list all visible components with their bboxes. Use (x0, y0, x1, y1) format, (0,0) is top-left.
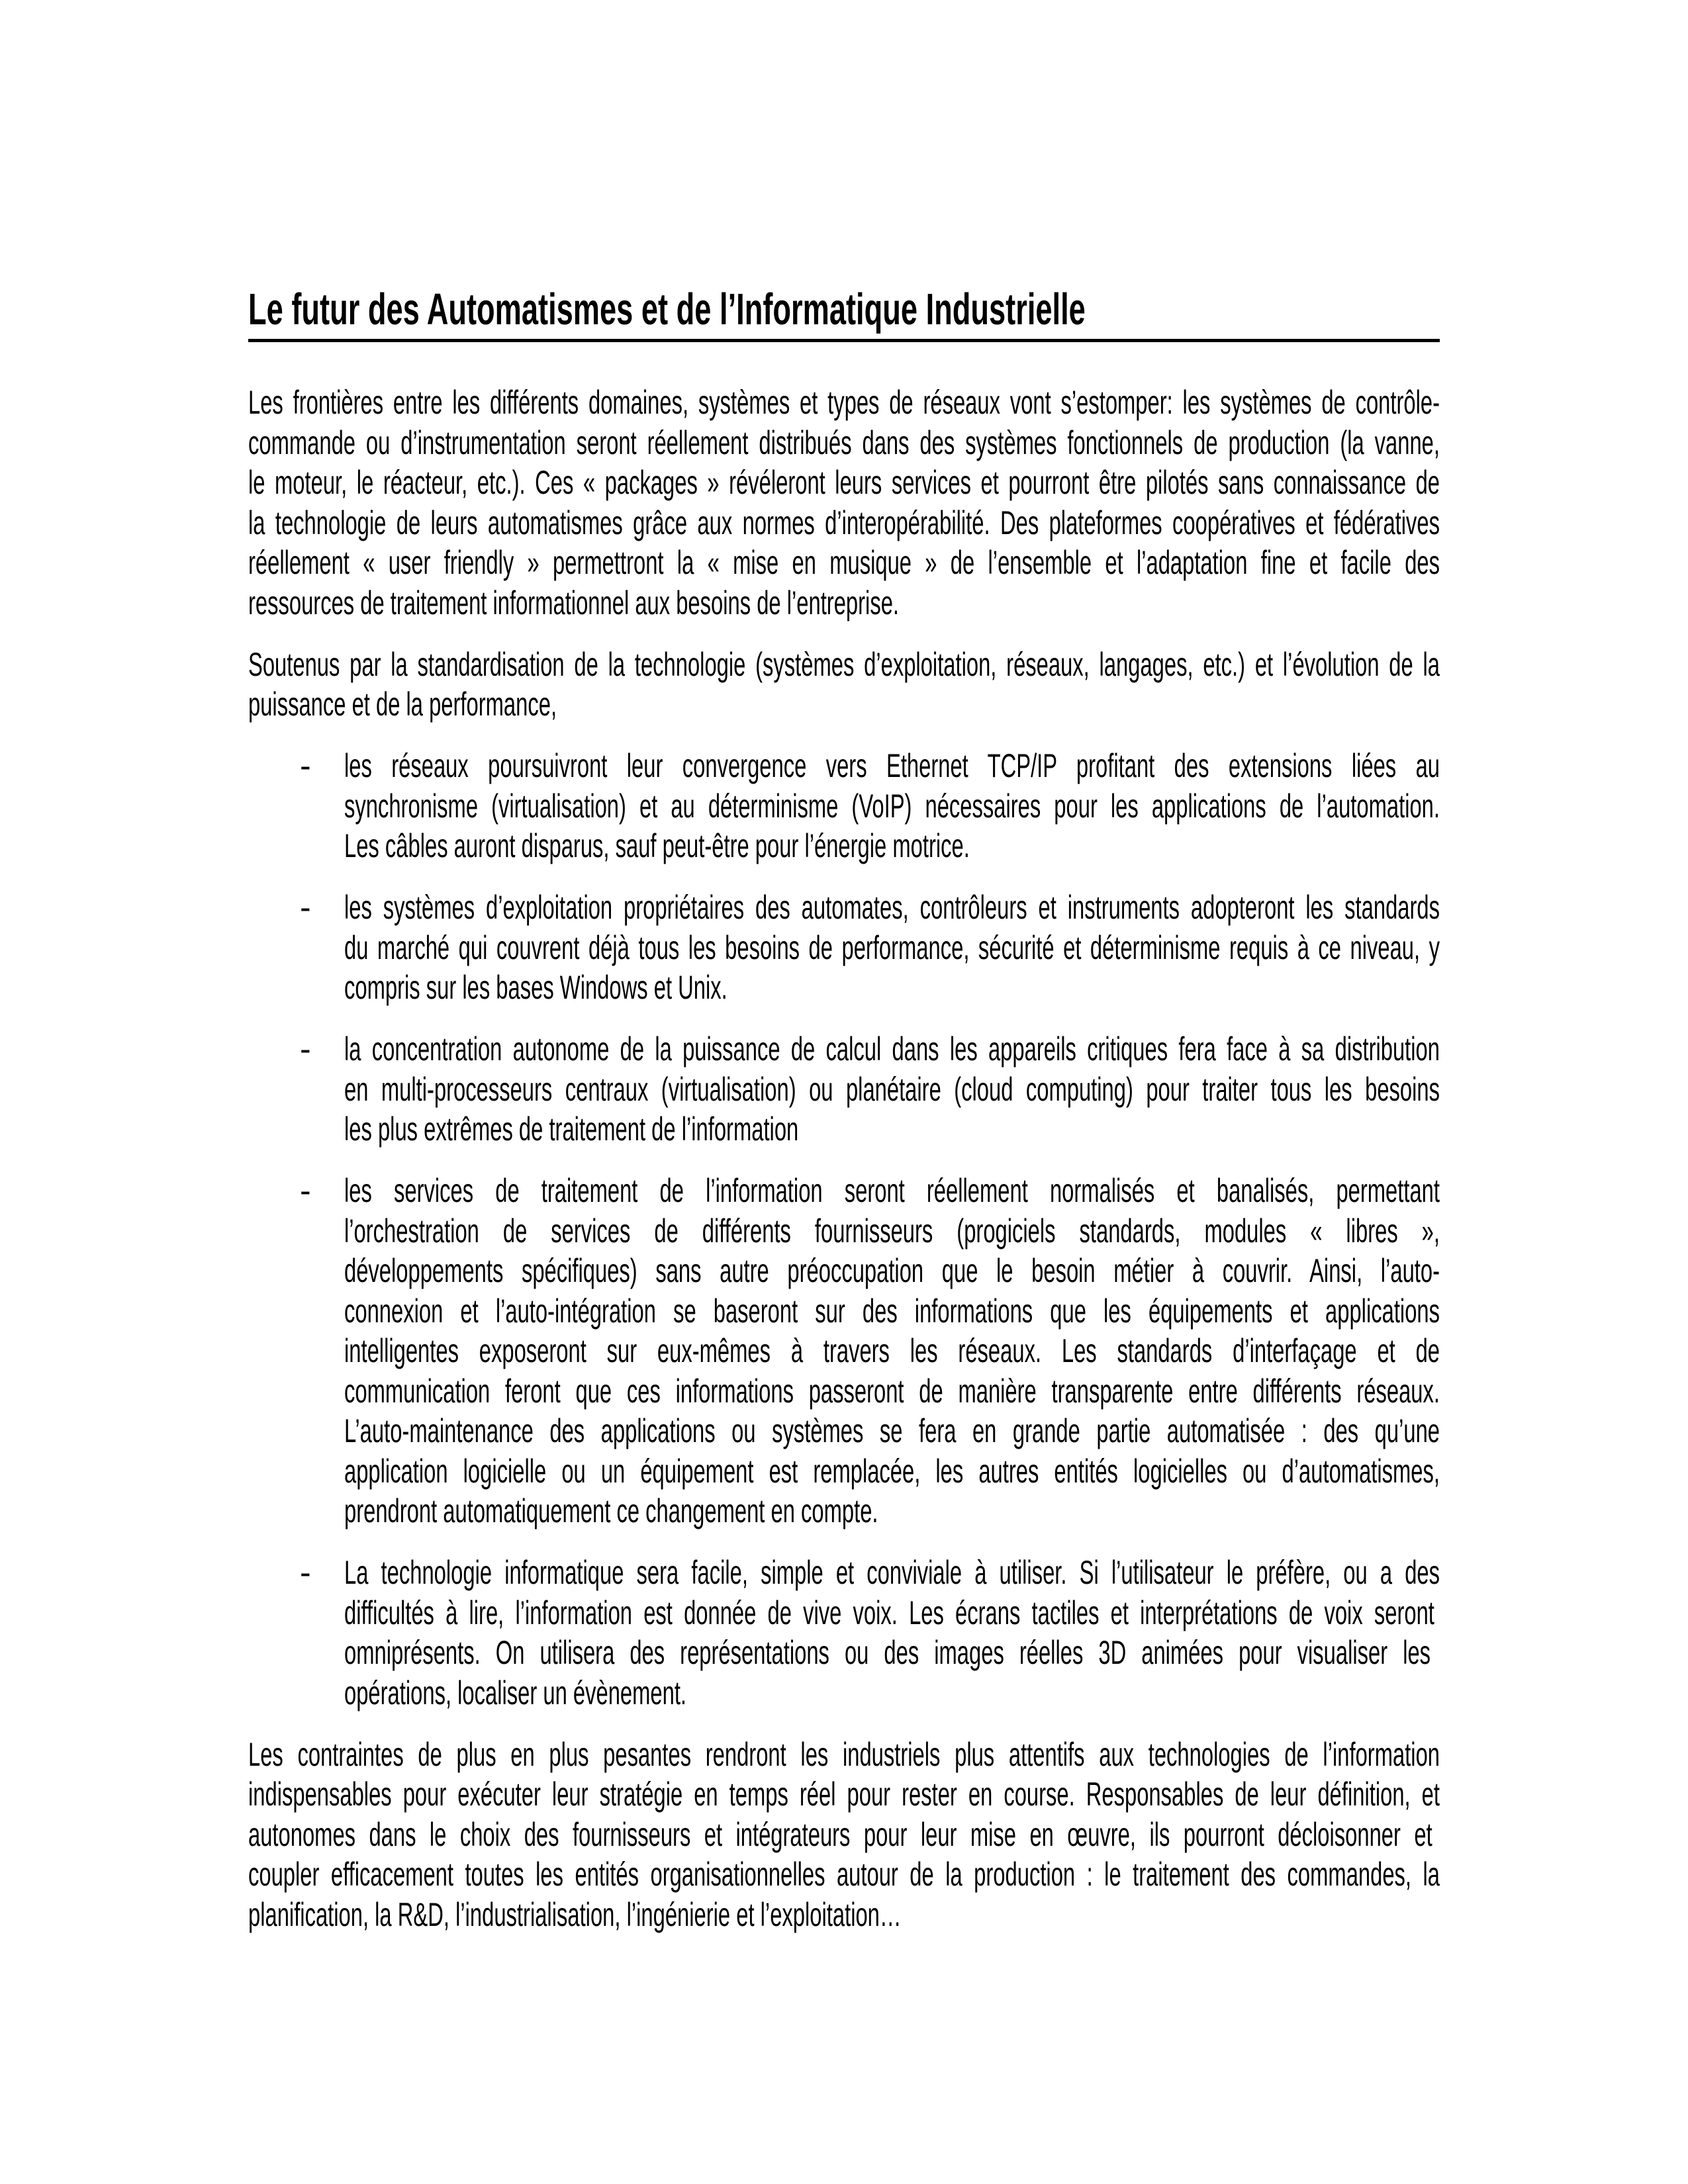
bullet-dash-marker: - (300, 1172, 311, 1209)
bullet-dash-marker: - (300, 1030, 311, 1068)
text-line-content: Les frontières entre les différents domaines, systèmes et types de réseaux vont s’estomper: les systèmes de contrôle- (248, 384, 1440, 421)
text-line (248, 543, 1440, 583)
text-line-content: Soutenus par la standardisation de la technologie (systèmes d’exploitation, réseaux, langages, etc.) et l’évolution de la (248, 645, 1440, 683)
text-line-content: compris sur les bases Windows et Unix. (344, 969, 727, 1006)
bullet-list-item (248, 1171, 1440, 1531)
text-line (248, 1895, 1440, 1935)
text-line (344, 1633, 1440, 1673)
text-line (344, 786, 1440, 827)
text-line-content: intelligentes exposeront sur eux-mêmes à travers les réseaux. Les standards d’interfaçage et de (344, 1332, 1440, 1369)
bullet-list-item (248, 1553, 1440, 1713)
text-line (248, 645, 1440, 685)
text-line-content: opérations, localiser un évènement. (344, 1674, 687, 1711)
paragraph (248, 383, 1440, 623)
text-line-content: difficultés à lire, l’information est donnée de vive voix. Les écrans tactiles et interprétations de voix seront (344, 1594, 1434, 1631)
text-line (344, 1029, 1440, 1069)
text-line-content: coupler efficacement toutes les entités organisationnelles autour de la production : le traitement des commandes, la (248, 1856, 1440, 1893)
text-line-content: les systèmes d’exploitation propriétaires des automates, contrôleurs et instruments adopteront les standards (344, 889, 1440, 926)
text-line (248, 684, 1440, 725)
text-line-content: commande ou d’instrumentation seront réellement distribués dans des systèmes fonctionnels de production (la vanne, (248, 424, 1440, 461)
text-line-content: les plus extrêmes de traitement de l’information (344, 1111, 799, 1148)
bullet-list-item (248, 746, 1440, 866)
text-line (344, 1109, 1440, 1150)
text-line-content: les services de traitement de l’information seront réellement normalisés et banalisés, permettant (344, 1172, 1440, 1209)
text-line-content: Les contraintes de plus en plus pesantes rendront les industriels plus attentifs aux technologies de l’information (248, 1735, 1440, 1773)
paragraph (248, 1735, 1440, 1935)
text-line (344, 1673, 1440, 1713)
text-line (248, 423, 1440, 463)
text-line (344, 1491, 1440, 1531)
document-body (248, 383, 1440, 1934)
text-line (248, 1854, 1440, 1895)
text-line-content: application logicielle ou un équipement est remplacée, les autres entités logicielles ou d’automatismes, (344, 1452, 1440, 1490)
text-line-content: la technologie de leurs automatismes grâce aux normes d’interopérabilité. Des plateformes coopératives et fédératives (248, 504, 1440, 541)
text-line-content: la concentration autonome de la puissance de calcul dans les appareils critiques fera face à sa distribution (344, 1030, 1440, 1068)
text-line-content: puissance et de la performance, (248, 686, 557, 723)
bullet-list-item (248, 1029, 1440, 1150)
text-line-content: le moteur, le réacteur, etc.). Ces « packages » révéleront leurs services et pourront être pilotés sans connaissance de (248, 464, 1440, 501)
text-line (344, 1371, 1440, 1412)
text-line-content: prendront automatiquement ce changement en compte. (344, 1492, 878, 1529)
text-line (248, 383, 1440, 423)
text-line (248, 1774, 1440, 1815)
text-line-content: La technologie informatique sera facile, simple et conviviale à utiliser. Si l’utilisateur le préfère, ou a des (344, 1554, 1440, 1591)
text-line-content: les réseaux poursuivront leur convergence vers Ethernet TCP/IP profitant des extensions liées au (344, 747, 1440, 784)
text-line (344, 1593, 1440, 1633)
text-line (344, 1251, 1440, 1291)
text-line (248, 463, 1440, 503)
text-line (248, 1815, 1440, 1855)
text-line-content: l’orchestration de services de différents fournisseurs (progiciels standards, modules « libres », (344, 1212, 1440, 1250)
text-line (248, 583, 1440, 623)
bullet-dash-marker: - (300, 1554, 311, 1591)
text-line-content: Les câbles auront disparus, sauf peut-être pour l’énergie motrice. (344, 827, 970, 864)
text-line (344, 1411, 1440, 1451)
text-line-content: indispensables pour exécuter leur stratégie en temps réel pour rester en course. Responsables de leur définition, et (248, 1776, 1440, 1813)
text-line (344, 1291, 1440, 1332)
text-line (344, 928, 1440, 968)
text-line-content: en multi-processeurs centraux (virtualisation) ou planétaire (cloud computing) pour traiter tous les besoins (344, 1070, 1440, 1108)
title-underline-rule (248, 339, 1440, 342)
text-line-content: développements spécifiques) sans autre préoccupation que le besoin métier à couvrir. Ainsi, l’auto- (344, 1252, 1440, 1289)
text-line-content: planification, la R&D, l’industrialisation, l’ingénierie et l’exploitation… (248, 1895, 902, 1933)
text-line-content: connexion et l’auto-intégration se baseront sur des informations que les équipements et applications (344, 1292, 1440, 1330)
text-line-content: autonomes dans le choix des fournisseurs et intégrateurs pour leur mise en œuvre, ils pourront décloisonner et (248, 1815, 1432, 1853)
bullet-dash-marker: - (300, 747, 311, 784)
text-line-content: omniprésents. On utilisera des représentations ou des images réelles 3D animées pour visualiser les (344, 1634, 1431, 1671)
text-line-content: synchronisme (virtualisation) et au déterminisme (VoIP) nécessaires pour les applications de l’automation. (344, 787, 1440, 825)
text-line (344, 826, 1440, 866)
text-line (248, 1735, 1440, 1775)
page-title: Le futur des Automatismes et de l’Informatique Industrielle (248, 285, 1086, 334)
text-line (344, 1171, 1440, 1211)
bullet-dash-marker: - (300, 889, 311, 926)
paragraph (248, 645, 1440, 725)
text-line-content: L’auto-maintenance des applications ou systèmes se fera en grande partie automatisée : des qu’une (344, 1412, 1440, 1449)
text-line (344, 968, 1440, 1008)
text-line-content: ressources de traitement informationnel aux besoins de l’entreprise. (248, 584, 900, 621)
text-line (344, 1211, 1440, 1251)
text-line (344, 1553, 1440, 1593)
bullet-list-item (248, 887, 1440, 1008)
text-line (344, 1331, 1440, 1371)
text-line (344, 887, 1440, 928)
text-line (344, 746, 1440, 786)
text-line-content: réellement « user friendly » permettront la « mise en musique » de l’ensemble et l’adaptation fine et facile des (248, 544, 1440, 581)
text-line (344, 1451, 1440, 1492)
text-line-content: du marché qui couvrent déjà tous les besoins de performance, sécurité et déterminisme requis à ce niveau, y (344, 929, 1440, 966)
text-line-content: communication feront que ces informations passeront de manière transparente entre différents réseaux. (344, 1372, 1440, 1410)
text-line (344, 1069, 1440, 1110)
text-line (248, 503, 1440, 543)
